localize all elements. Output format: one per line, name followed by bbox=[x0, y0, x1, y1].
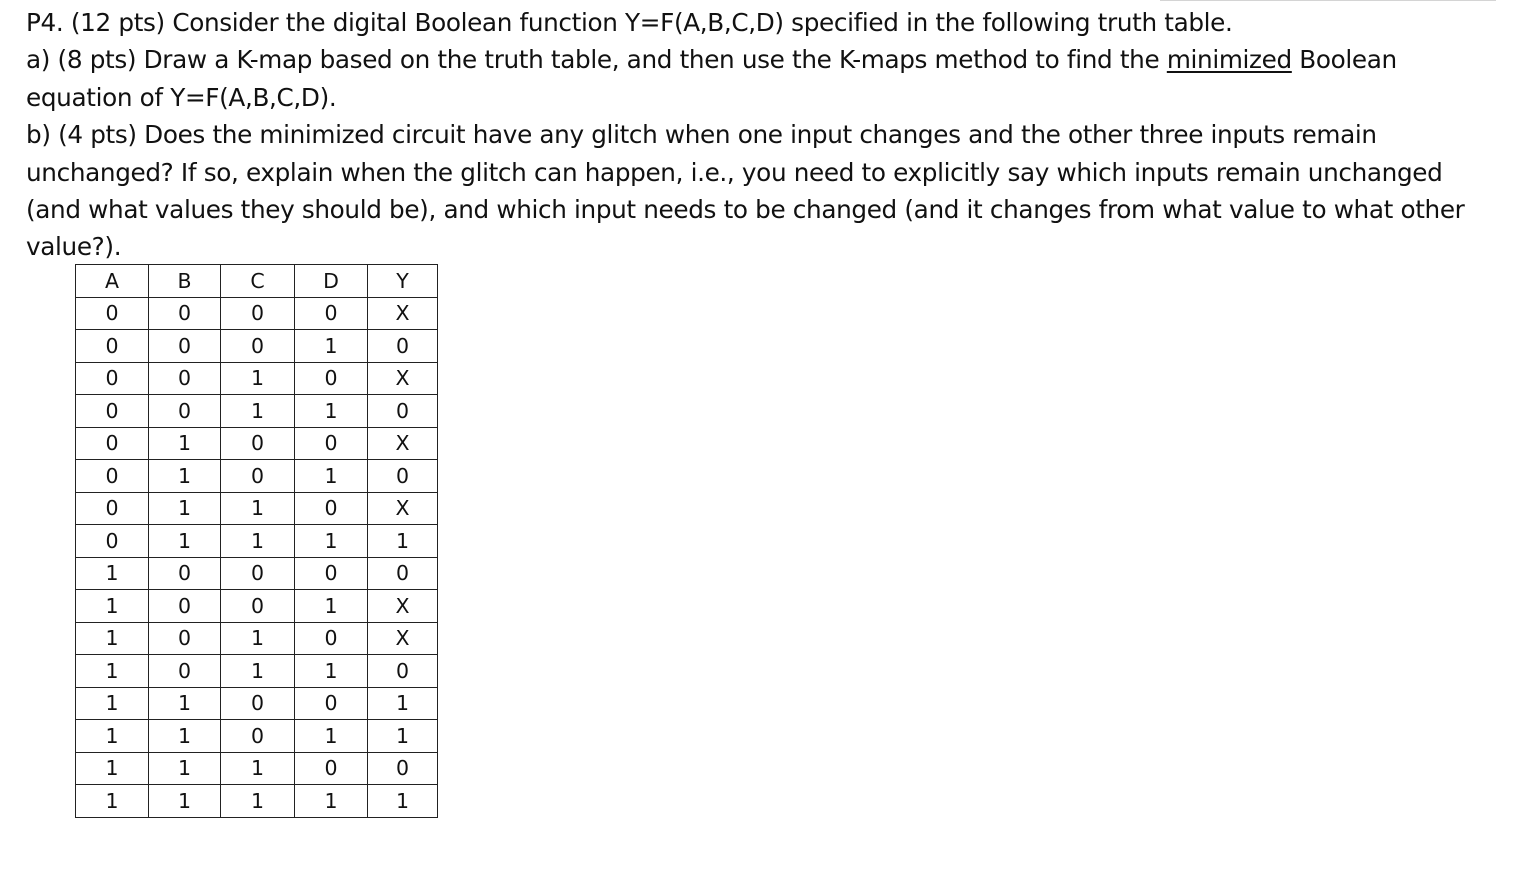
cell-d: 1 bbox=[295, 395, 368, 428]
table-row bbox=[76, 330, 438, 363]
part-b-line-4: value?). bbox=[26, 232, 122, 262]
cell-d: 0 bbox=[295, 622, 368, 655]
cell-d: 0 bbox=[295, 752, 368, 785]
table-row bbox=[76, 687, 438, 720]
cell-a: 1 bbox=[76, 622, 149, 655]
cell-c: 1 bbox=[221, 395, 295, 428]
table-row bbox=[76, 297, 438, 330]
cell-a: 0 bbox=[76, 460, 149, 493]
cell-b: 1 bbox=[149, 492, 221, 525]
table-row bbox=[76, 395, 438, 428]
cell-b: 1 bbox=[149, 752, 221, 785]
cell-b: 0 bbox=[149, 655, 221, 688]
cell-d: 1 bbox=[295, 785, 368, 818]
header-cell-y: Y bbox=[368, 265, 438, 298]
header-cell-d: D bbox=[295, 265, 368, 298]
table-row bbox=[76, 557, 438, 590]
cell-a: 1 bbox=[76, 590, 149, 623]
table-row bbox=[76, 590, 438, 623]
cell-y: X bbox=[368, 590, 438, 623]
cell-y: 0 bbox=[368, 395, 438, 428]
cell-y: 0 bbox=[368, 460, 438, 493]
problem-title: P4. (12 pts) Consider the digital Boolean function Y=F(A,B,C,D) specified in the following truth table. bbox=[26, 8, 1233, 37]
part-a-text-end: Boolean bbox=[1291, 45, 1397, 75]
cell-b: 0 bbox=[149, 330, 221, 363]
table-row bbox=[76, 460, 438, 493]
cell-y: 1 bbox=[368, 525, 438, 558]
cell-b: 1 bbox=[149, 687, 221, 720]
cell-d: 0 bbox=[295, 362, 368, 395]
cell-a: 0 bbox=[76, 525, 149, 558]
cell-a: 0 bbox=[76, 362, 149, 395]
table-row bbox=[76, 525, 438, 558]
cell-y: 1 bbox=[368, 720, 438, 753]
cell-c: 0 bbox=[221, 720, 295, 753]
cell-d: 1 bbox=[295, 655, 368, 688]
cell-b: 1 bbox=[149, 427, 221, 460]
table-row bbox=[76, 785, 438, 818]
cell-b: 1 bbox=[149, 720, 221, 753]
cell-c: 1 bbox=[221, 362, 295, 395]
table-row bbox=[76, 622, 438, 655]
cell-c: 0 bbox=[221, 590, 295, 623]
table-row bbox=[76, 720, 438, 753]
cell-d: 0 bbox=[295, 687, 368, 720]
cell-d: 0 bbox=[295, 492, 368, 525]
cell-a: 0 bbox=[76, 330, 149, 363]
cell-y: 0 bbox=[368, 655, 438, 688]
cell-y: 0 bbox=[368, 752, 438, 785]
cell-y: X bbox=[368, 622, 438, 655]
cell-a: 1 bbox=[76, 720, 149, 753]
part-b-line-3: (and what values they should be), and which input needs to be changed (and it changes from what value to what other bbox=[26, 194, 1465, 224]
underlined-word-minimized: minimized bbox=[1166, 45, 1292, 75]
part-a-line-2: equation of Y=F(A,B,C,D). bbox=[26, 82, 337, 112]
table-row bbox=[76, 362, 438, 395]
cell-c: 0 bbox=[221, 557, 295, 590]
cell-a: 1 bbox=[76, 785, 149, 818]
cell-a: 0 bbox=[76, 427, 149, 460]
cell-a: 1 bbox=[76, 752, 149, 785]
top-divider-line bbox=[1160, 0, 1496, 1]
cell-d: 1 bbox=[295, 720, 368, 753]
header-cell-c: C bbox=[221, 265, 295, 298]
table-row bbox=[76, 655, 438, 688]
cell-b: 1 bbox=[149, 460, 221, 493]
table-row bbox=[76, 492, 438, 525]
table-row bbox=[76, 427, 438, 460]
problem-statement bbox=[26, 4, 1516, 266]
cell-a: 1 bbox=[76, 687, 149, 720]
cell-c: 1 bbox=[221, 785, 295, 818]
cell-c: 1 bbox=[221, 492, 295, 525]
cell-c: 0 bbox=[221, 297, 295, 330]
part-a-text-start: a) (8 pts) Draw a K-map based on the truth table, and then use the K-maps method to find the bbox=[26, 45, 1167, 75]
cell-b: 0 bbox=[149, 557, 221, 590]
cell-c: 0 bbox=[221, 330, 295, 363]
cell-d: 0 bbox=[295, 557, 368, 590]
cell-d: 0 bbox=[295, 297, 368, 330]
cell-b: 1 bbox=[149, 525, 221, 558]
cell-y: X bbox=[368, 492, 438, 525]
cell-c: 0 bbox=[221, 427, 295, 460]
cell-c: 0 bbox=[221, 460, 295, 493]
cell-b: 0 bbox=[149, 590, 221, 623]
cell-y: X bbox=[368, 427, 438, 460]
truth-table bbox=[75, 264, 438, 818]
cell-d: 1 bbox=[295, 525, 368, 558]
cell-d: 0 bbox=[295, 427, 368, 460]
cell-a: 0 bbox=[76, 492, 149, 525]
cell-a: 0 bbox=[76, 297, 149, 330]
header-cell-a: A bbox=[76, 265, 149, 298]
cell-a: 1 bbox=[76, 557, 149, 590]
cell-d: 1 bbox=[295, 460, 368, 493]
cell-b: 0 bbox=[149, 362, 221, 395]
header-cell-b: B bbox=[149, 265, 221, 298]
cell-a: 0 bbox=[76, 395, 149, 428]
cell-y: X bbox=[368, 297, 438, 330]
cell-y: 0 bbox=[368, 330, 438, 363]
cell-y: 1 bbox=[368, 785, 438, 818]
cell-y: 0 bbox=[368, 557, 438, 590]
cell-b: 0 bbox=[149, 622, 221, 655]
part-b-line-2: unchanged? If so, explain when the glitch can happen, i.e., you need to explicitly say which inputs remain unchanged bbox=[26, 157, 1443, 187]
cell-c: 1 bbox=[221, 752, 295, 785]
cell-c: 1 bbox=[221, 622, 295, 655]
part-b-line-1: b) (4 pts) Does the minimized circuit have any glitch when one input changes and the other three inputs remain bbox=[26, 120, 1377, 150]
cell-c: 0 bbox=[221, 687, 295, 720]
cell-a: 1 bbox=[76, 655, 149, 688]
cell-y: X bbox=[368, 362, 438, 395]
cell-d: 1 bbox=[295, 590, 368, 623]
table-row bbox=[76, 752, 438, 785]
cell-b: 1 bbox=[149, 785, 221, 818]
cell-y: 1 bbox=[368, 687, 438, 720]
cell-c: 1 bbox=[221, 525, 295, 558]
truth-table-body bbox=[76, 265, 438, 818]
cell-b: 0 bbox=[149, 297, 221, 330]
part-a-line-1 bbox=[26, 41, 1516, 78]
cell-b: 0 bbox=[149, 395, 221, 428]
cell-c: 1 bbox=[221, 655, 295, 688]
truth-table-header-row bbox=[76, 265, 438, 298]
cell-d: 1 bbox=[295, 330, 368, 363]
